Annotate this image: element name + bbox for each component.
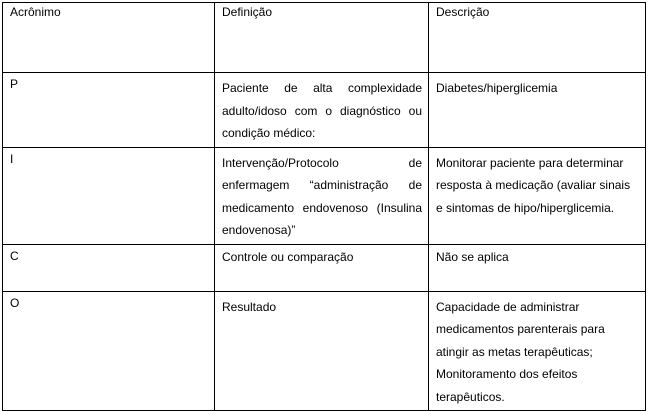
description-cell: Diabetes/hiperglicemia bbox=[429, 73, 646, 148]
table-row bbox=[3, 73, 646, 148]
acronym-cell: I bbox=[3, 147, 215, 244]
header-description: Descrição bbox=[429, 3, 646, 73]
definition-cell: Resultado bbox=[215, 291, 429, 411]
table-row bbox=[3, 147, 646, 244]
table-header-row bbox=[3, 3, 646, 73]
acronym-cell: P bbox=[3, 73, 215, 148]
definition-cell: Controle ou comparação bbox=[215, 244, 429, 291]
definition-cell: Intervenção/Protocolo de enfermagem “administração de medicamento endovenoso (Insulina endovenosa)” bbox=[215, 147, 429, 244]
acronym-cell: O bbox=[3, 291, 215, 411]
description-cell: Monitorar paciente para determinar resposta à medicação (avaliar sinais e sintomas de hipo/hiperglicemia. bbox=[429, 147, 646, 244]
description-cell: Capacidade de administrar medicamentos parenterais para atingir as metas terapêuticas; Monitoramento dos efeitos terapêuticos. bbox=[429, 291, 646, 411]
acronym-cell: C bbox=[3, 244, 215, 291]
header-acronym: Acrônimo bbox=[3, 3, 215, 73]
header-definition: Definição bbox=[215, 3, 429, 73]
table-row bbox=[3, 244, 646, 291]
definition-cell: Paciente de alta complexidade adulto/idoso com o diagnóstico ou condição médico: bbox=[215, 73, 429, 148]
pico-table bbox=[2, 2, 646, 411]
description-cell: Não se aplica bbox=[429, 244, 646, 291]
table-row bbox=[3, 291, 646, 411]
